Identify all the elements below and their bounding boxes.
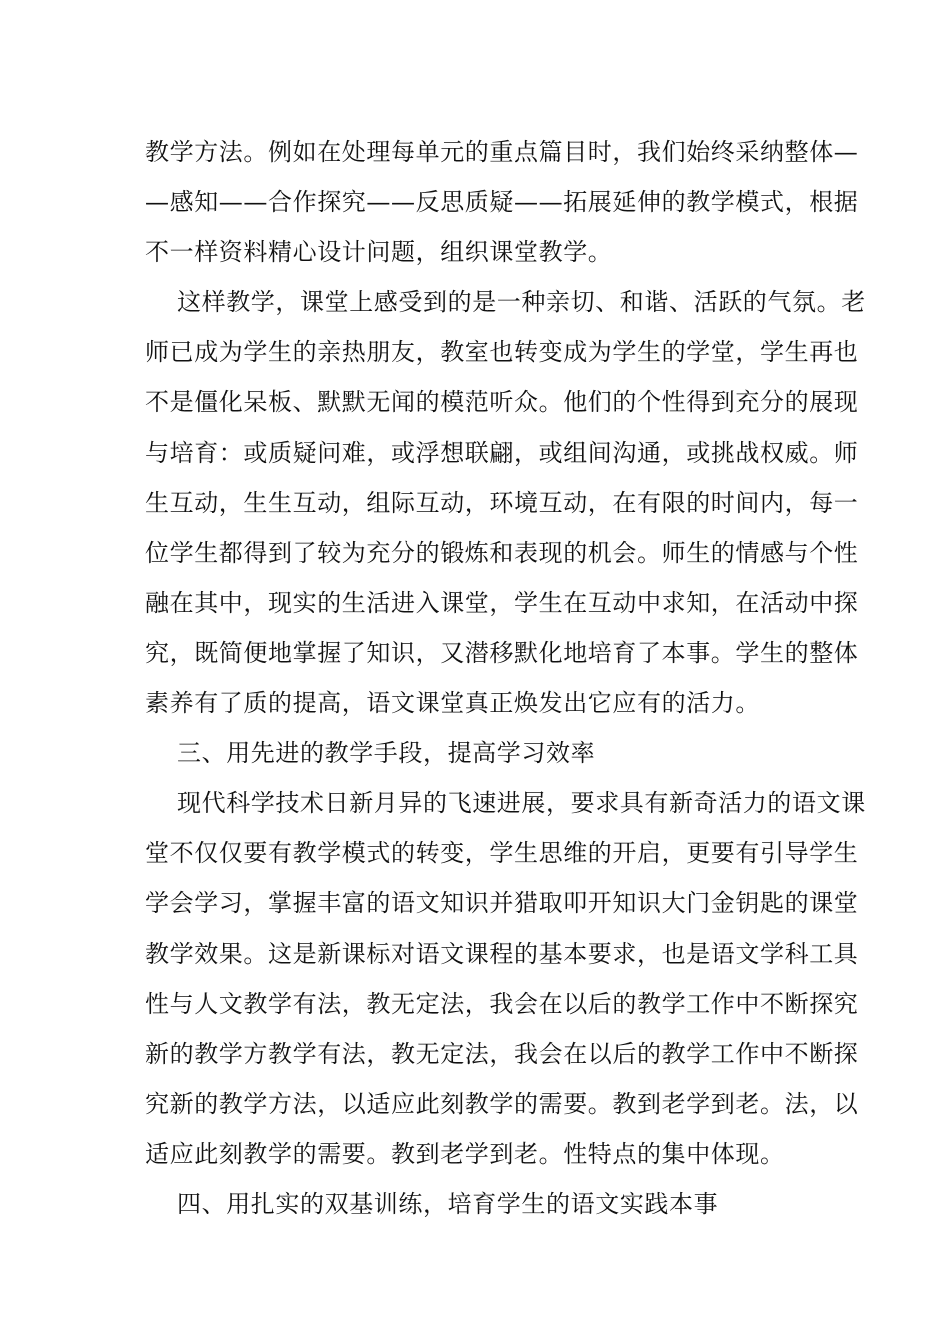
paragraph-first-line: 现代科学技术日新月异的飞速进展，要求具有新奇活力的语文课	[177, 789, 866, 818]
body-text	[145, 127, 866, 1229]
text-line: 师已成为学生的亲热朋友，教室也转变成为学生的学堂，学生再也	[145, 338, 859, 367]
text-line: 学会学习，掌握丰富的语文知识并猎取叩开知识大门金钥匙的课堂	[145, 889, 859, 918]
text-line: 究，既简便地掌握了知识，又潜移默化地培育了本事。学生的整体	[145, 638, 859, 667]
text-line: 新的教学方教学有法，教无定法，我会在以后的教学工作中不断探	[145, 1039, 859, 1068]
text-line: 融在其中，现实的生活进入课堂，学生在互动中求知，在活动中探	[145, 588, 859, 617]
text-line: 教学效果。这是新课标对语文课程的基本要求，也是语文学科工具	[145, 939, 859, 968]
text-line: 与培育：或质疑问难，或浮想联翩，或组间沟通，或挑战权威。师	[145, 438, 859, 467]
section-heading: 四、用扎实的双基训练，培育学生的语文实践本事	[177, 1189, 719, 1218]
text-line: 教学方法。例如在处理每单元的重点篇目时，我们始终采纳整体—	[145, 138, 859, 166]
text-line: —感知——合作探究——反思质疑——拓展延伸的教学模式，根据	[145, 188, 859, 217]
text-line: 素养有了质的提高，语文课堂真正焕发出它应有的活力。	[145, 689, 760, 718]
text-line: 堂不仅仅要有教学模式的转变，学生思维的开启，更要有引导学生	[145, 839, 859, 868]
paragraph-first-line: 这样教学，课堂上感受到的是一种亲切、和谐、活跃的气氛。老	[177, 288, 866, 317]
text-line: 适应此刻教学的需要。教到老学到老。性特点的集中体现。	[145, 1139, 785, 1168]
text-line: 性与人文教学有法，教无定法，我会在以后的教学工作中不断探究	[145, 989, 859, 1018]
text-line: 生互动，生生互动，组际互动，环境互动，在有限的时间内，每一	[145, 488, 859, 517]
text-line: 究新的教学方法，以适应此刻教学的需要。教到老学到老。法，以	[145, 1089, 859, 1118]
text-line: 位学生都得到了较为充分的锻炼和表现的机会。师生的情感与个性	[145, 538, 859, 567]
section-heading: 三、用先进的教学手段，提高学习效率	[177, 739, 596, 768]
text-line: 不是僵化呆板、默默无闻的模范听众。他们的个性得到充分的展现	[145, 388, 859, 417]
text-line: 不一样资料精心设计问题，组织课堂教学。	[145, 238, 613, 267]
